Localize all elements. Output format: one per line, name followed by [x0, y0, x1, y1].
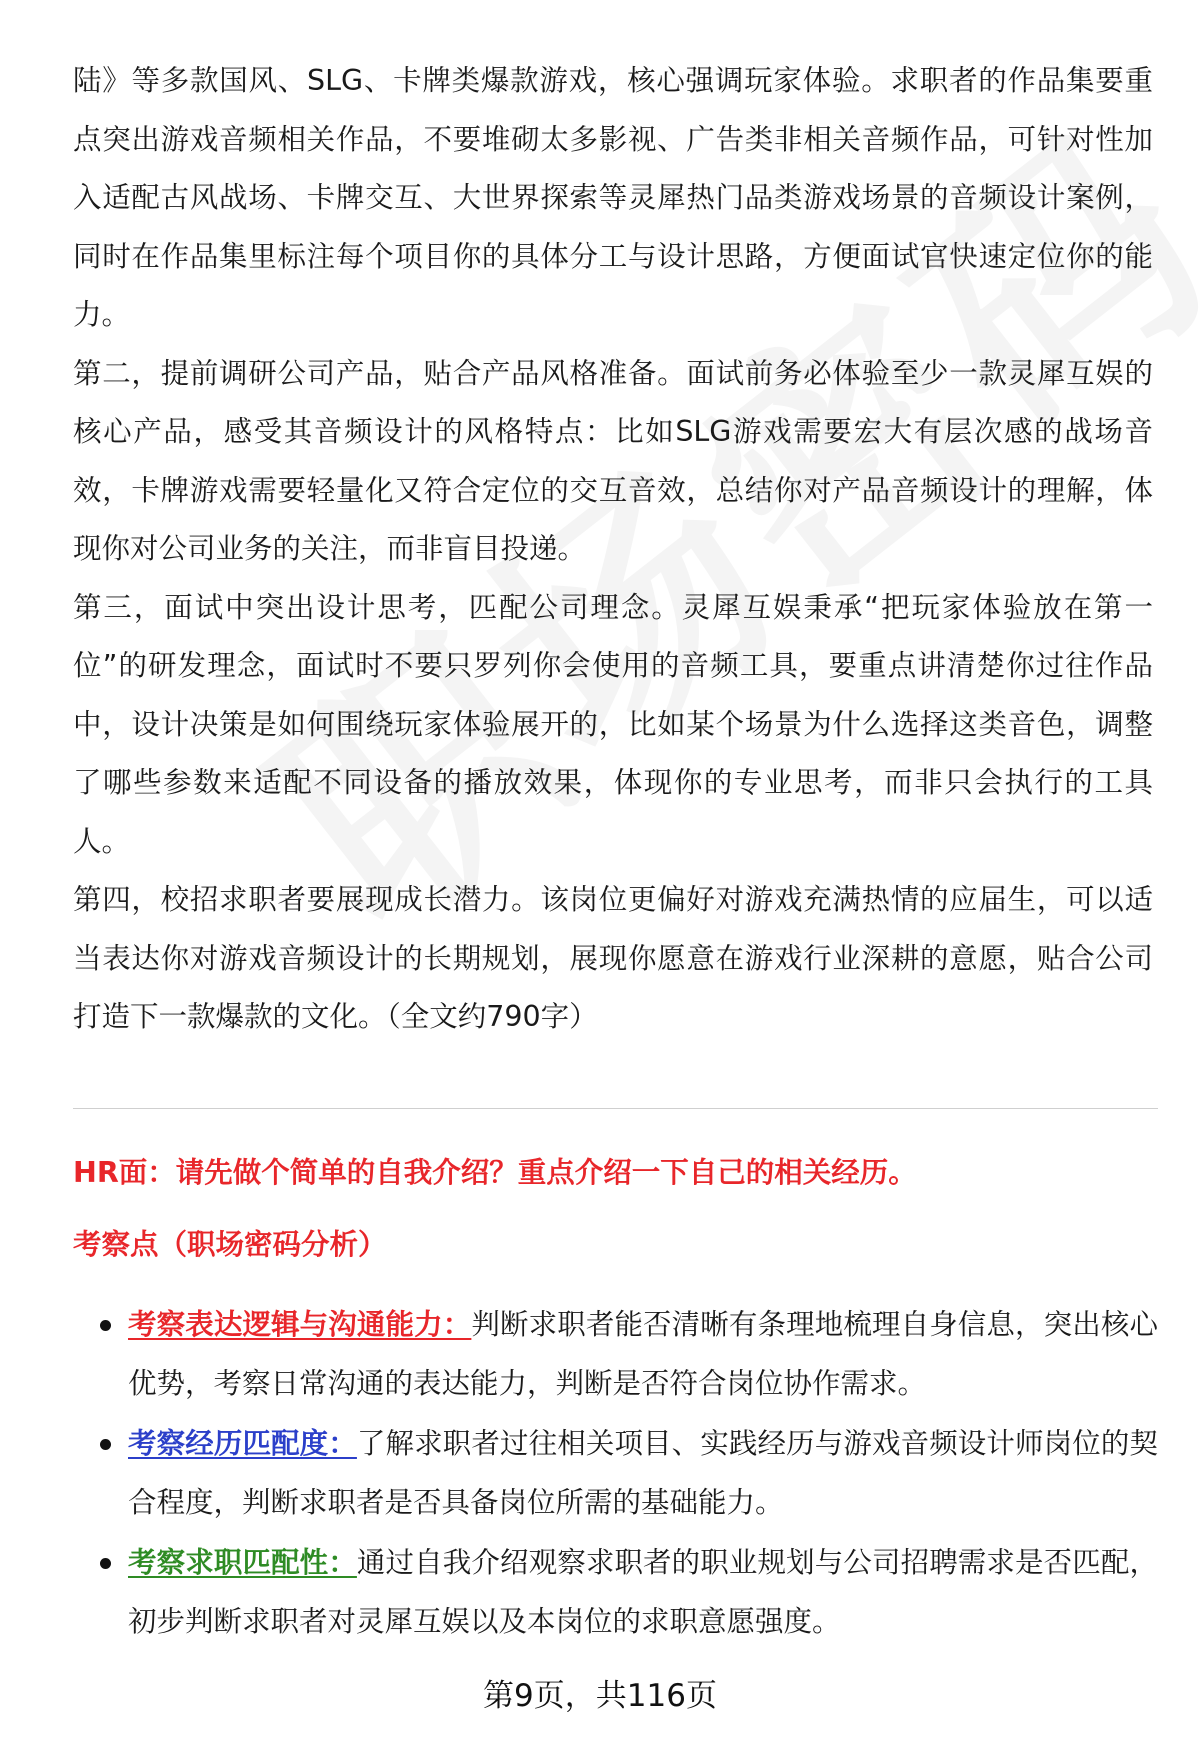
paragraph-1: 陆》等多款国风、SLG、卡牌类爆款游戏，核心强调玩家体验。求职者的作品集要重点突出游戏音频相关作品，不要堆砌太多影视、广告类非相关音频作品，可针对性加入适配古风战场、卡牌交互、大世界探索等灵犀热门品类游戏场景的音频设计案例，同时在作品集里标注每个项目你的具体分工与设计思路，方便面试官快速定位你的能力。: [73, 64, 1153, 331]
paragraph-3: 第三，面试中突出设计思考，匹配公司理念。灵犀互娱秉承“把玩家体验放在第一位”的研发理念，面试时不要只罗列你会使用的音频工具，要重点讲清楚你过往作品中，设计决策是如何围绕玩家体验展开的，比如某个场景为什么选择这类音色，调整了哪些参数来适配不同设备的播放效果，体现你的专业思考，而非只会执行的工具人。: [73, 590, 1153, 858]
bullet-icon: [100, 1439, 111, 1450]
analysis-heading: 考察点（职场密码分析）: [73, 1228, 387, 1261]
point-title-1: 考察表达逻辑与沟通能力：: [128, 1308, 472, 1341]
paragraph-4: 第四，校招求职者要展现成长潜力。该岗位更偏好对游戏充满热情的应届生，可以适当表达你对游戏音频设计的长期规划，展现你愿意在游戏行业深耕的意愿，贴合公司打造下一款爆款的文化。（全文约790字）: [73, 883, 1153, 1033]
point-text-2: 了解求职者过往相关项目、实践经历与游戏音频设计师岗位的契合程度，判断求职者是否具备岗位所需的基础能力。: [128, 1427, 1158, 1519]
page-number: 第9页，共116页: [483, 1678, 717, 1714]
interview-question: HR面：请先做个简单的自我介绍？重点介绍一下自己的相关经历。: [73, 1156, 917, 1189]
assessment-point-3: [73, 1534, 1158, 1651]
paragraph-2: 第二，提前调研公司产品，贴合产品风格准备。面试前务必体验至少一款灵犀互娱的核心产品，感受其音频设计的风格特点：比如SLG游戏需要宏大有层次感的战场音效，卡牌游戏需要轻量化又符合定位的交互音效，总结你对产品音频设计的理解，体现你对公司业务的关注，而非盲目投递。: [73, 356, 1153, 565]
section-divider: [73, 1108, 1158, 1109]
point-text-1: 判断求职者能否清晰有条理地梳理自身信息，突出核心优势，考察日常沟通的表达能力，判断是否符合岗位协作需求。: [128, 1308, 1158, 1400]
assessment-points: [73, 1296, 1158, 1653]
point-text-3: 通过自我介绍观察求职者的职业规划与公司招聘需求是否匹配，初步判断求职者对灵犀互娱以及本岗位的求职意愿强度。: [128, 1546, 1158, 1638]
bullet-icon: [100, 1558, 111, 1569]
point-title-2: 考察经历匹配度：: [128, 1427, 357, 1460]
assessment-point-1: [73, 1296, 1158, 1413]
assessment-point-2: [73, 1415, 1158, 1532]
bullet-icon: [100, 1320, 111, 1331]
point-title-3: 考察求职匹配性：: [128, 1546, 357, 1579]
body-text: [73, 52, 1153, 1047]
